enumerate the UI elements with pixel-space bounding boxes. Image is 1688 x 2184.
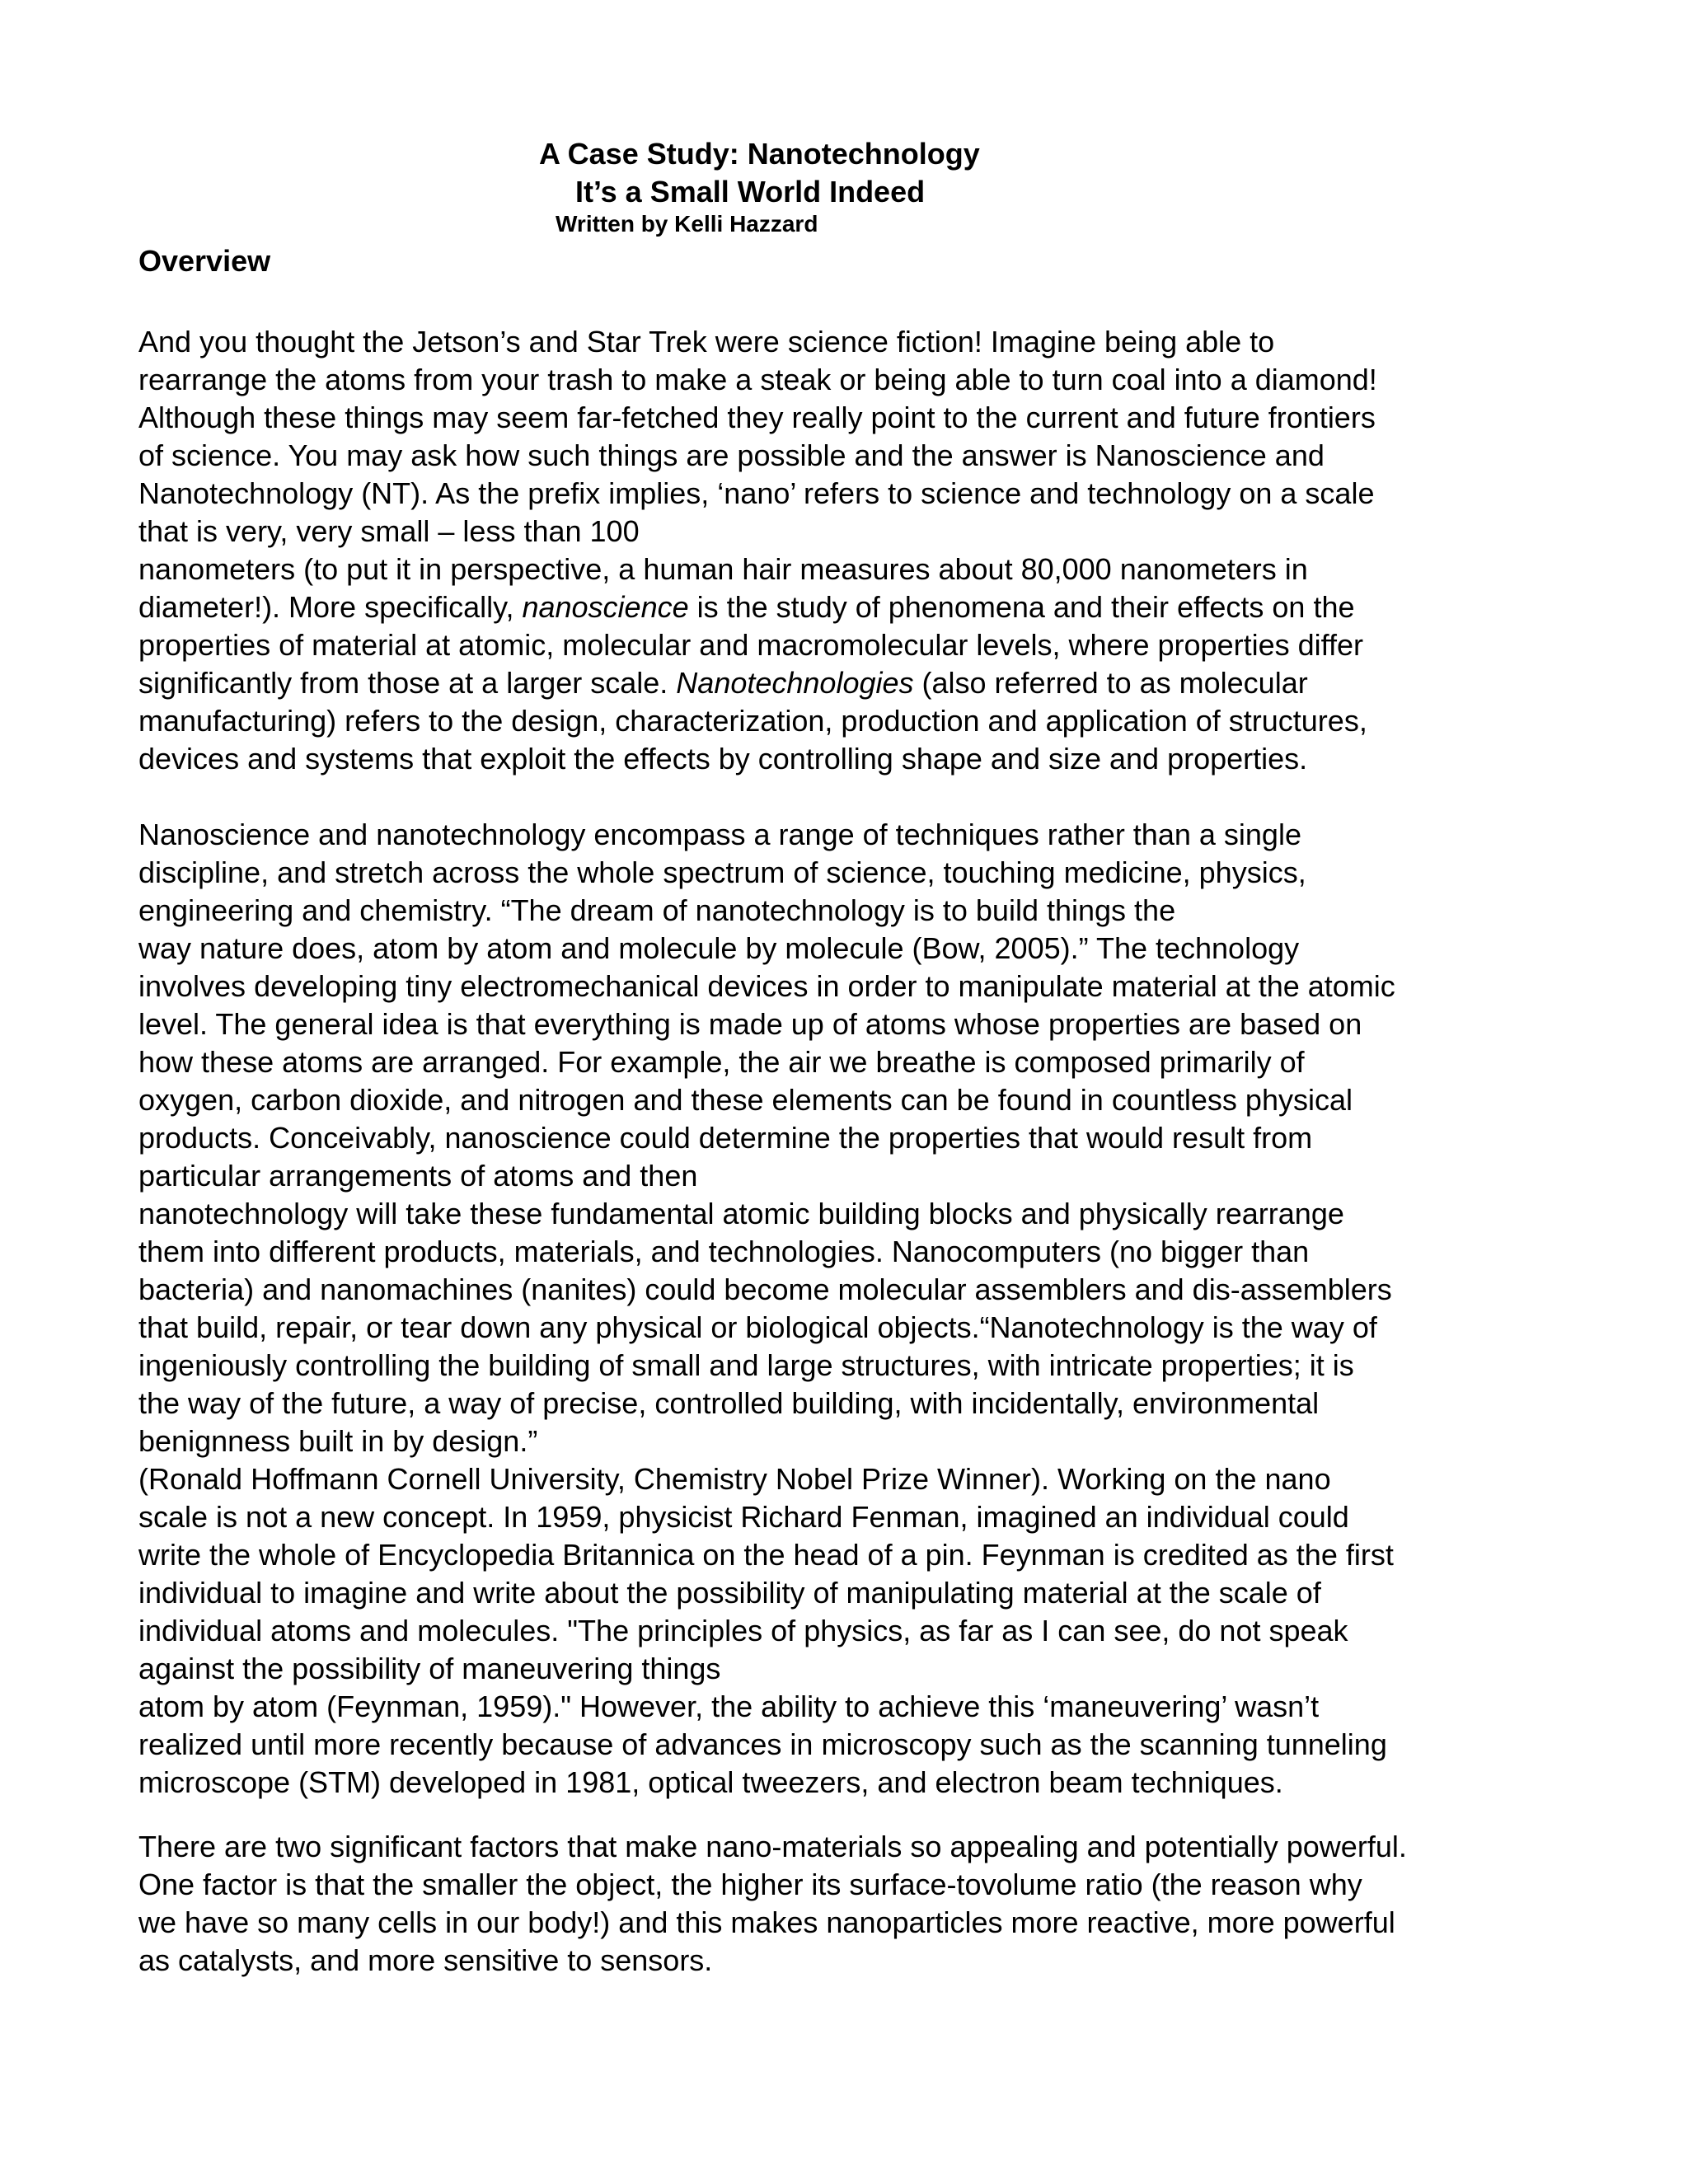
text-line: And you thought the Jetson’s and Star Trek were science fiction! Imagine being able to xyxy=(138,325,1275,359)
text-line: engineering and chemistry. “The dream of nanotechnology is to build things the xyxy=(138,893,1176,927)
text-line: as catalysts, and more sensitive to sensors. xyxy=(138,1943,713,1977)
text-run: (also referred to as molecular xyxy=(913,666,1308,700)
italic-term: Nanotechnologies xyxy=(676,666,914,700)
text-line: against the possibility of maneuvering things xyxy=(138,1652,721,1685)
text-line: the way of the future, a way of precise, controlled building, with incidentally, environmental xyxy=(138,1386,1320,1420)
text-line: (Ronald Hoffmann Cornell University, Chemistry Nobel Prize Winner). Working on the nano xyxy=(138,1462,1331,1496)
text-line: that is very, very small – less than 100 xyxy=(138,514,640,548)
text-line: level. The general idea is that everything is made up of atoms whose properties are based on xyxy=(138,1007,1362,1041)
text-run: is the study of phenomena and their effects on the xyxy=(688,590,1355,624)
text-line: write the whole of Encyclopedia Britannica on the head of a pin. Feynman is credited as the first xyxy=(138,1538,1394,1572)
author-byline: Written by Kelli Hazzard xyxy=(556,211,818,237)
section-heading-overview: Overview xyxy=(138,244,271,278)
text-line xyxy=(138,664,1573,702)
text-line: ingeniously controlling the building of small and large structures, with intricate properties; it is xyxy=(138,1348,1354,1382)
paragraph-3 xyxy=(138,1828,1573,1980)
document-subtitle: It’s a Small World Indeed xyxy=(575,175,926,209)
text-line: devices and systems that exploit the effects by controlling shape and size and properties. xyxy=(138,742,1308,776)
text-line xyxy=(138,588,1573,626)
text-line: products. Conceivably, nanoscience could determine the properties that would result from xyxy=(138,1121,1313,1155)
text-line: benignness built in by design.” xyxy=(138,1424,538,1458)
text-line: There are two significant factors that make nano-materials so appealing and potentially powerful. xyxy=(138,1830,1407,1863)
text-line: Although these things may seem far-fetched they really point to the current and future frontiers xyxy=(138,401,1376,434)
text-line: them into different products, materials, and technologies. Nanocomputers (no bigger than xyxy=(138,1235,1310,1268)
text-line: of science. You may ask how such things are possible and the answer is Nanoscience and xyxy=(138,438,1325,472)
paragraph-1 xyxy=(138,323,1573,778)
text-line: bacteria) and nanomachines (nanites) could become molecular assemblers and dis-assemblers xyxy=(138,1272,1392,1306)
text-line: discipline, and stretch across the whole spectrum of science, touching medicine, physics, xyxy=(138,855,1306,889)
text-line: rearrange the atoms from your trash to make a steak or being able to turn coal into a diamond! xyxy=(138,363,1377,396)
text-line: that build, repair, or tear down any physical or biological objects.“Nanotechnology is the way of xyxy=(138,1310,1377,1344)
text-line: scale is not a new concept. In 1959, physicist Richard Fenman, imagined an individual could xyxy=(138,1500,1349,1534)
text-line: individual to imagine and write about the possibility of manipulating material at the scale of xyxy=(138,1576,1321,1610)
text-line: how these atoms are arranged. For example, the air we breathe is composed primarily of xyxy=(138,1045,1305,1079)
paragraph-2 xyxy=(138,816,1573,1802)
text-run: significantly from those at a larger scale. xyxy=(138,666,677,700)
text-line: nanotechnology will take these fundamental atomic building blocks and physically rearrange xyxy=(138,1197,1344,1230)
text-line: involves developing tiny electromechanical devices in order to manipulate material at the atomic xyxy=(138,969,1395,1003)
text-line: microscope (STM) developed in 1981, optical tweezers, and electron beam techniques. xyxy=(138,1765,1283,1799)
text-line: Nanoscience and nanotechnology encompass a range of techniques rather than a single xyxy=(138,818,1301,851)
text-line: way nature does, atom by atom and molecule by molecule (Bow, 2005).” The technology xyxy=(138,931,1300,965)
italic-term: nanoscience xyxy=(522,590,689,624)
text-line: One factor is that the smaller the object, the higher its surface-tovolume ratio (the reason why xyxy=(138,1868,1362,1901)
text-run: diameter!). More specifically, xyxy=(138,590,523,624)
text-line: manufacturing) refers to the design, characterization, production and application of structures, xyxy=(138,704,1367,738)
text-line: oxygen, carbon dioxide, and nitrogen and these elements can be found in countless physical xyxy=(138,1083,1353,1117)
text-line: we have so many cells in our body!) and this makes nanoparticles more reactive, more powerful xyxy=(138,1905,1395,1939)
text-line: nanometers (to put it in perspective, a human hair measures about 80,000 nanometers in xyxy=(138,552,1308,586)
text-line: properties of material at atomic, molecular and macromolecular levels, where properties differ xyxy=(138,628,1363,662)
text-line: individual atoms and molecules. "The principles of physics, as far as I can see, do not speak xyxy=(138,1614,1348,1647)
text-line: realized until more recently because of advances in microscopy such as the scanning tunneling xyxy=(138,1727,1387,1761)
text-line: particular arrangements of atoms and then xyxy=(138,1159,698,1193)
text-line: atom by atom (Feynman, 1959)." However, the ability to achieve this ‘maneuvering’ wasn’t xyxy=(138,1690,1320,1723)
document-title: A Case Study: Nanotechnology xyxy=(539,137,980,171)
text-line: Nanotechnology (NT). As the prefix implies, ‘nano’ refers to science and technology on a scale xyxy=(138,476,1375,510)
